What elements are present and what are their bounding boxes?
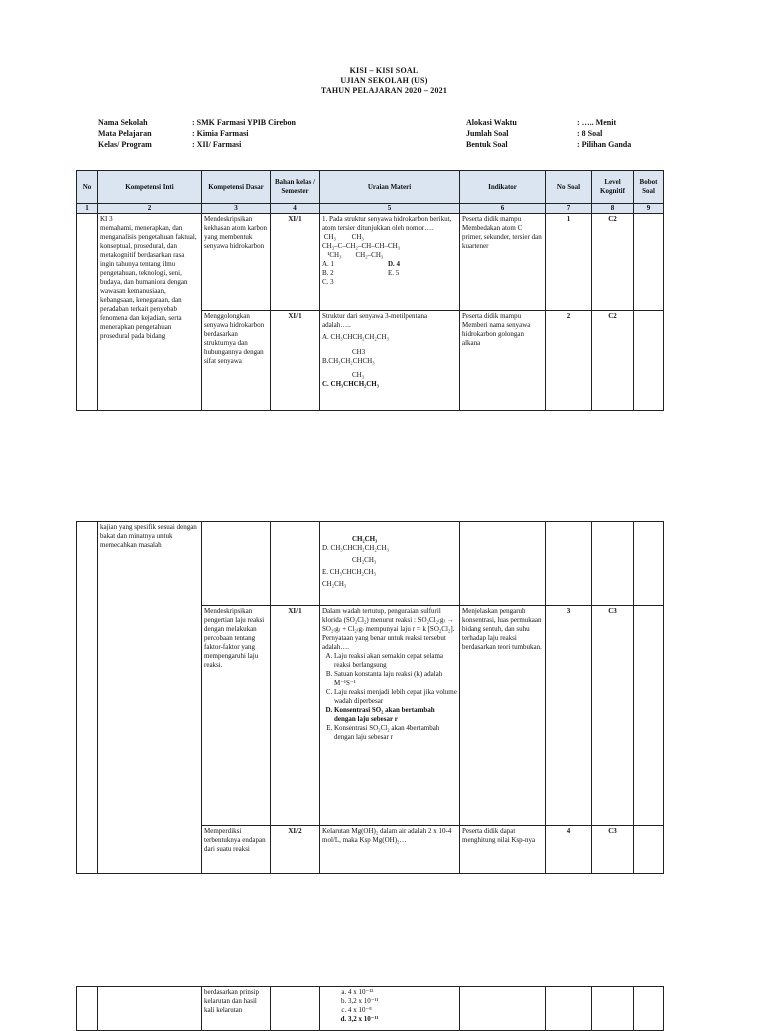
option-c: C. 3: [322, 278, 334, 286]
option-c: C. CH₃CHCH₂CH₃: [322, 380, 379, 388]
col-number: 8: [592, 204, 634, 214]
formula-line: ¹CH₃ CH₂–CH₃: [322, 251, 384, 259]
question-cell: [320, 606, 460, 826]
question-cell: [320, 311, 460, 411]
option-b: B. Satuan konstanta laju reaksi (k) adalah M⁻¹S⁻¹: [334, 670, 457, 688]
info-label-subject: Mata Pelajaran: [98, 129, 152, 138]
kelas-text: XI/2: [271, 826, 320, 874]
table-row: [77, 522, 664, 606]
col-header-level: Level Kognitif: [592, 171, 634, 204]
kd-text: Menggolongkan senyawa hidrokarbon berdasarkan strukturnya dan hubungannya dengan sifat senyawa: [202, 311, 271, 411]
no-soal: 3: [546, 606, 592, 826]
question-text: 1. Pada struktur senyawa hidrokarbon berikut, atom tersier ditunjukkan oleh nomor….: [322, 215, 452, 232]
kd-text: Mendeskripsikan kekhasan atom karbon yang membentuk senyawa hidrokarbon: [202, 214, 271, 311]
info-value-school: : SMK Farmasi YPIB Cirebon: [192, 118, 296, 127]
info-label-count: Jumlah Soal: [466, 129, 509, 138]
col-header-no-soal: No Soal: [546, 171, 592, 204]
info-label-class: Kelas/ Program: [98, 140, 152, 149]
col-number: 4: [271, 204, 320, 214]
option-e: E. 5: [388, 269, 400, 277]
indikator-text: Menjelaskan pengaruh konsentrasi, luas permukaan bidang sentuh, dan suhu terhadap laju reaksi berdasarkan teori tumbukan.: [460, 606, 546, 826]
level-kognitif: C3: [592, 606, 634, 826]
col-number: 3: [202, 204, 271, 214]
indikator-text: Peserta didik dapat menghitung nilai Ksp-nya: [460, 826, 546, 874]
option-c-branch: CH₂CH₃: [352, 535, 378, 543]
info-value-count: : 8 Soal: [577, 129, 603, 138]
col-header-no: No: [77, 171, 98, 204]
option-c: c. 4 x 10⁻⁸: [348, 1006, 457, 1015]
option-d: D. 4: [388, 260, 401, 268]
indikator-text: Peserta didik mampu Memberi nama senyawa hidrokarbon golongan alkana: [460, 311, 546, 411]
info-label-school: Nama Sekolah: [98, 118, 148, 127]
kd-text-continued: berdasarkan prinsip kelarutan dan hasil kali kelarutan: [202, 987, 271, 1031]
ki-text: KI 3 memahami, menerapkan, dan menganalisis pengetahuan faktual, konseptual, prosedural, dan metakognitif berdasarkan rasa ingin tahunya tentang ilmu pengetahuan, teknologi, seni, budaya, dan humaniora dengan wawasan kemanusiaan, kebangsaan, kenegaraan, dan peradaban terkait penyebab fenomena dan kejadian, serta menerapkan pengetahuan prosedural pada bidang: [98, 214, 202, 411]
col-header-bobot: Bobot Soal: [634, 171, 664, 204]
option-b: B.CH₃CH₂CHCH₃: [322, 357, 375, 365]
option-d-branch: CH₂CH₃: [352, 556, 377, 564]
option-b: b. 3,2 x 10⁻¹¹: [348, 997, 457, 1006]
option-a: A. Laju reaksi akan semakin cepat selama reaksi berlangsung: [334, 652, 457, 670]
info-label-format: Bentuk Soal: [466, 140, 508, 149]
question-text: Dalam wadah tertutup, penguraian sulfuril klorida (SO₂Cl₂) menurut reaksi : SO₂Cl₂₍g₎ → SO₂₍g₎ + Cl₂₍g₎ mempunyai laju r = k [SO₂Cl₂]. Pernyataan yang benar untuk reaksi tersebut adalah….: [322, 607, 455, 651]
col-number: 1: [77, 204, 98, 214]
no-soal: 1: [546, 214, 592, 311]
option-e: E. Konsentrasi SO₂Cl₂ akan 4bertambah dengan laju sebesar r: [334, 724, 457, 742]
question-text: Kelarutan Mg(OH)₂ dalam air adalah 2 x 10-4 mol/L, maka Ksp Mg(OH)₂…: [320, 826, 460, 874]
option-d: D. CH₃CHCH₂CH₂CH₃: [322, 544, 389, 552]
option-d: D. Konsentrasi SO₂ akan bertambah dengan laju sebesar r: [334, 706, 457, 724]
col-number: 7: [546, 204, 592, 214]
kelas-text: XI/1: [271, 214, 320, 311]
no-soal: 2: [546, 311, 592, 411]
col-header-kelas: Bahan kelas / Semester: [271, 171, 320, 204]
ki-text-continued: kajian yang spesifik sesuai dengan bakat dan minatnya untuk memecahkan masalah: [98, 522, 202, 874]
option-a: A. 1: [322, 260, 335, 268]
option-e-branch: CH₂CH₃: [322, 580, 347, 588]
level-kognitif: C3: [592, 826, 634, 874]
option-d: d. 3,2 x 10⁻¹¹: [348, 1015, 457, 1024]
doc-title-line1: KISI – KISI SOAL: [349, 66, 419, 75]
formula-line: CH₃ CH₃: [322, 233, 364, 241]
col-header-materi: Uraian Materi: [320, 171, 460, 204]
level-kognitif: C2: [592, 214, 634, 311]
question-text: Struktur dari senyawa 3-metilpentana adalah…..: [322, 312, 428, 329]
option-a: A. CH₃CHCH₂CH₂CH₃: [322, 333, 389, 341]
info-label-time: Alokasi Waktu: [466, 118, 517, 127]
level-kognitif: C2: [592, 311, 634, 411]
option-b-branch: CH₃: [352, 371, 365, 379]
col-number: 2: [98, 204, 202, 214]
option-a-branch: CH3: [352, 348, 366, 356]
info-value-format: : Pilihan Ganda: [577, 140, 632, 149]
col-header-ki: Kompetensi Inti: [98, 171, 202, 204]
col-number: 6: [460, 204, 546, 214]
info-value-subject: : Kimia Farmasi: [192, 129, 249, 138]
doc-title-line3: TAHUN PELAJARAN 2020 – 2021: [320, 86, 448, 95]
no-soal: 4: [546, 826, 592, 874]
doc-title-line2: UJIAN SEKOLAH (US): [340, 76, 428, 85]
kd-text: Mendeskripsikan pengertian laju reaksi dengan melakukan percobaan tentang faktor-faktor yang mempengaruhi laju reaksi.: [202, 606, 271, 826]
kisi-table-page3: [76, 986, 664, 1031]
col-header-kd: Kompetensi Dasar: [202, 171, 271, 204]
table-row: [77, 214, 664, 311]
col-number: 5: [320, 204, 460, 214]
question-cell: [320, 214, 460, 311]
option-b: B. 2: [322, 269, 334, 277]
kelas-text: XI/1: [271, 311, 320, 411]
option-c: C. Laju reaksi menjadi lebih cepat jika volume wadah diperbesar: [334, 688, 457, 706]
kelas-text: XI/1: [271, 606, 320, 826]
option-a: a. 4 x 10⁻¹²: [348, 988, 457, 997]
info-value-time: : ….. Menit: [577, 118, 617, 127]
indikator-text: Peserta didik mampu Membedakan atom C primer, sekunder, tersier dan kuartener: [460, 214, 546, 311]
kisi-table-page1: [76, 170, 664, 411]
formula-line: CH₃–C–CH₂–CH–CH–CH₃: [322, 242, 401, 250]
info-value-class: : XII/ Farmasi: [192, 140, 242, 149]
kd-text: Memperdiksi terbentuknya endapan dari suatu reaksi: [202, 826, 271, 874]
kisi-table-page2: [76, 521, 664, 874]
question-cell-continued: [320, 522, 460, 606]
col-header-indikator: Indikator: [460, 171, 546, 204]
option-e: E. CH₃CHCH₂CH₃: [322, 568, 376, 576]
col-number: 9: [634, 204, 664, 214]
